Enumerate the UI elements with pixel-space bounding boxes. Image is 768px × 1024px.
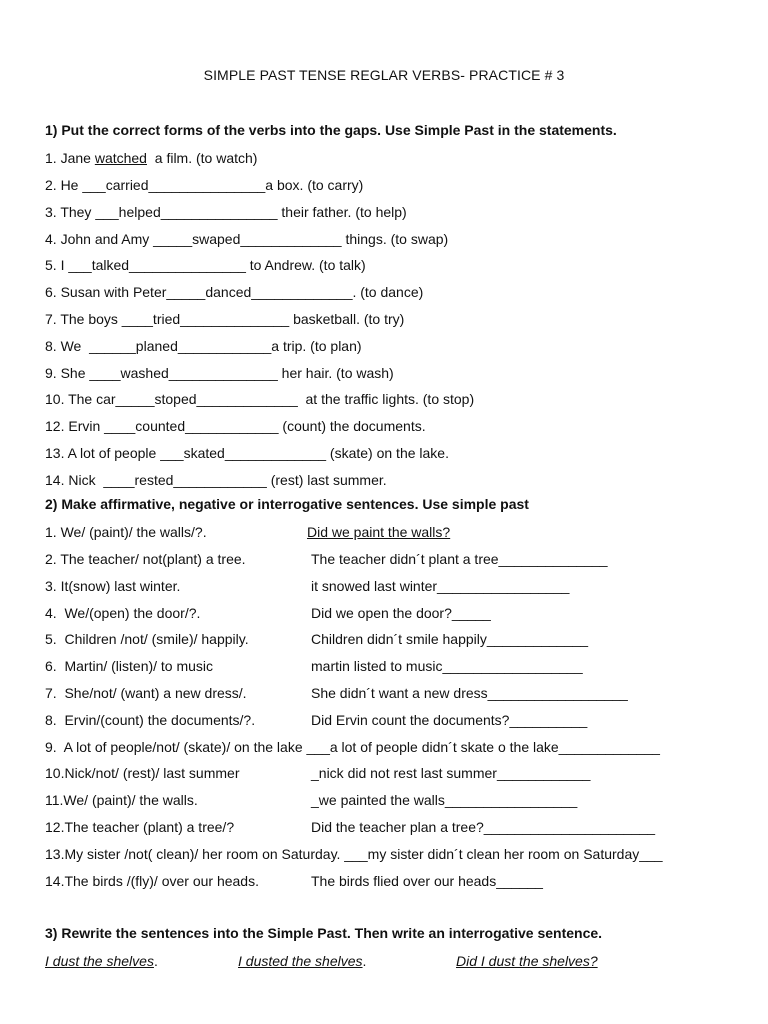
- section-2-heading: 2) Make affirmative, negative or interrogative sentences. Use simple past: [45, 496, 529, 512]
- section-1-heading: 1) Put the correct forms of the verbs into the gaps. Use Simple Past in the statements.: [45, 122, 617, 138]
- section-1-example: [45, 148, 257, 168]
- example-prompt: 1. We/ (paint)/ the walls/?.: [45, 524, 207, 540]
- item-prompt: 7. She/not/ (want) a new dress/.: [45, 685, 247, 701]
- example-answer: Did we paint the walls?: [307, 524, 451, 540]
- item-answer: _we painted the walls_________________: [311, 792, 578, 809]
- item-prompt: 2. The teacher/ not(plant) a tree.: [45, 551, 246, 567]
- past-dot: .: [362, 953, 367, 969]
- item-prompt: 10.Nick/not/ (rest)/ last summer: [45, 765, 240, 782]
- item-prompt: 11.We/ (paint)/ the walls.: [45, 792, 198, 809]
- item-answer: Children didn´t smile happily_____________: [311, 631, 589, 648]
- example-answer: watched: [94, 150, 147, 166]
- past-sentence: I dusted the shelves: [238, 953, 363, 969]
- item-prompt: 8. Ervin/(count) the documents/?.: [45, 711, 256, 728]
- exercise-1-item: 2. He ___carried_______________a box. (to carry): [45, 177, 364, 193]
- exercise-1-item: 3. They ___helped_______________ their father. (to help): [45, 203, 407, 220]
- item-answer: martin listed to music__________________: [311, 658, 583, 675]
- item-prompt: 6. Martin/ (listen)/ to music: [45, 658, 214, 675]
- item-answer: Did we open the door?_____: [311, 604, 491, 621]
- item-prompt: 13.My sister /not( clean)/ her room on Saturday. ___my sister didn´t clean her room on Saturday___: [45, 845, 663, 862]
- exercise-1-item: 5. I ___talked_______________ to Andrew. (to talk): [45, 257, 366, 274]
- past-sentence-wrap: [238, 951, 366, 971]
- exercise-1-item: 6. Susan with Peter_____danced_____________. (to dance): [45, 284, 424, 301]
- question-sentence: Did I dust the shelves?: [456, 953, 598, 969]
- item-prompt: 3. It(snow) last winter.: [45, 577, 181, 594]
- item-prompt: 4. We/(open) the door/?.: [45, 604, 201, 621]
- example-suffix: a film. (to watch): [146, 150, 258, 166]
- original-sentence: I dust the shelves: [45, 953, 154, 969]
- item-answer: Did Ervin count the documents?__________: [311, 711, 588, 728]
- original-sentence-wrap: [45, 951, 158, 971]
- section-3-heading: 3) Rewrite the sentences into the Simple Past. Then write an interrogative sentence.: [45, 925, 603, 941]
- page-title: SIMPLE PAST TENSE REGLAR VERBS- PRACTICE # 3: [203, 67, 565, 83]
- original-dot: .: [153, 953, 158, 969]
- exercise-1-item: 13. A lot of people ___skated_____________ (skate) on the lake.: [45, 445, 449, 461]
- exercise-1-item: 12. Ervin ____counted____________ (count) the documents.: [45, 418, 426, 435]
- item-answer: _nick did not rest last summer____________: [311, 765, 591, 782]
- item-answer: Did the teacher plan a tree?______________________: [311, 819, 656, 835]
- item-prompt: 9. A lot of people/not/ (skate)/ on the lake ___a lot of people didn´t skate o the lake_____________: [45, 738, 660, 755]
- example-prefix: 1. Jane: [45, 150, 95, 166]
- exercise-1-item: 14. Nick ____rested____________ (rest) last summer.: [45, 471, 387, 488]
- item-prompt: 12.The teacher (plant) a tree/?: [45, 819, 235, 835]
- item-answer: She didn´t want a new dress__________________: [311, 685, 628, 701]
- exercise-1-item: 9. She ____washed______________ her hair. (to wash): [45, 364, 394, 381]
- item-prompt: 5. Children /not/ (smile)/ happily.: [45, 631, 249, 648]
- exercise-1-item: 8. We ______planed____________a trip. (to plan): [45, 337, 362, 354]
- exercise-1-item: 7. The boys ____tried______________ basketball. (to try): [45, 311, 405, 327]
- item-prompt: 14.The birds /(fly)/ over our heads.: [45, 872, 259, 889]
- exercise-1-item: 4. John and Amy _____swaped_____________ things. (to swap): [45, 230, 449, 247]
- item-answer: it snowed last winter_________________: [311, 577, 570, 594]
- exercise-1-item: 10. The car_____stoped_____________ at the traffic lights. (to stop): [45, 391, 475, 408]
- item-answer: The birds flied over our heads______: [311, 872, 543, 889]
- item-answer: The teacher didn´t plant a tree______________: [311, 551, 608, 567]
